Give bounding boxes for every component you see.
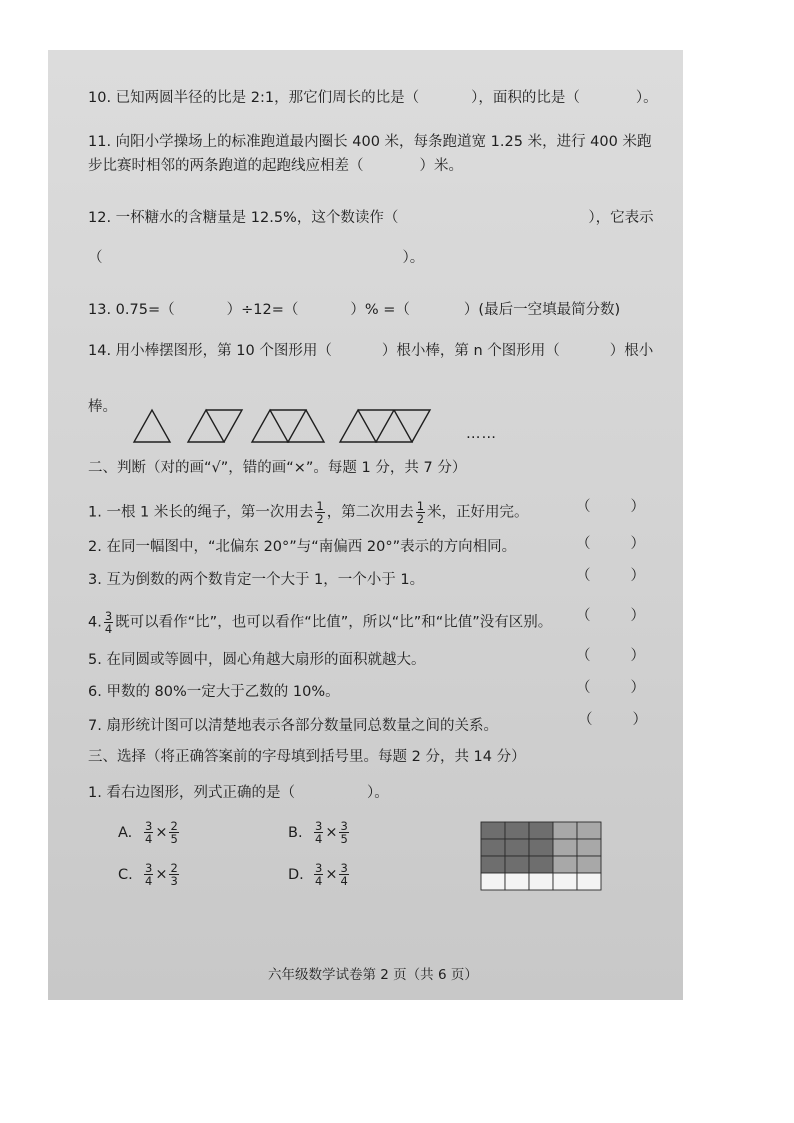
figure-1: [134, 410, 170, 442]
option-d[interactable]: D. $\frac{3}{4}$ × $\frac{3}{4}$: [288, 861, 348, 888]
figure-2-b: [206, 410, 242, 442]
choice-question-1: 1. 看右边图形，列式正确的是（ ）。: [88, 785, 389, 801]
answer-paren-6[interactable]: （ ）: [576, 680, 645, 696]
grid-cell: [577, 839, 601, 856]
answer-paren-2[interactable]: （ ）: [576, 536, 645, 552]
question-14-line1: 14. 用小棒摆图形，第 10 个图形用（ ）根小棒，第 n 个图形用（ ）根小: [88, 343, 654, 359]
option-a[interactable]: A. $\frac{3}{4}$ × $\frac{2}{5}$: [118, 819, 178, 846]
answer-paren-7[interactable]: （ ）: [578, 712, 647, 728]
grid-cell: [481, 873, 505, 890]
grid-cell: [577, 822, 601, 839]
judge-item-1: 1. 一根 1 米长的绳子，第一次用去 $\frac{1}{2}$ ，第二次用去 $\frac{1}{2}$ 米，正好用完。: [88, 499, 529, 526]
question-13: 13. 0.75=（ ）÷12=（ ）% =（ ）(最后一空填最简分数): [88, 302, 621, 318]
grid-cell: [529, 856, 553, 873]
grid-cell: [505, 839, 529, 856]
question-10: 10. 已知两圆半径的比是 2:1，那它们周长的比是（ ），面积的比是（ ）。: [88, 90, 658, 106]
judge-item-2: 2. 在同一幅图中，“北偏东 20°”与“南偏西 20°”表示的方向相同。: [88, 539, 517, 555]
question-11-line1: 11. 向阳小学操场上的标准跑道最内圈长 400 米，每条跑道宽 1.25 米，进行 400 米跑: [88, 134, 652, 150]
judge-item-5: 5. 在同圆或等圆中，圆心角越大扇形的面积就越大。: [88, 652, 426, 668]
answer-paren-1[interactable]: （ ）: [576, 499, 645, 515]
section-2-heading: 二、判断（对的画“√”，错的画“×”。每题 1 分，共 7 分）: [88, 460, 467, 476]
fraction-one-half: $\frac{1}{2}$: [316, 499, 324, 526]
judge-item-3: 3. 互为倒数的两个数肯定一个大于 1，一个小于 1。: [88, 572, 425, 588]
grid-cell: [553, 873, 577, 890]
answer-paren-3[interactable]: （ ）: [576, 568, 645, 584]
figure-3-a: [252, 410, 288, 442]
grid-cell: [529, 822, 553, 839]
exam-page: [48, 50, 683, 1000]
grid-cell: [553, 822, 577, 839]
figure-2-a: [188, 410, 224, 442]
figure-4-b: [358, 410, 430, 442]
grid-cell: [505, 873, 529, 890]
grid-cell: [505, 856, 529, 873]
shaded-grid-figure: [481, 820, 611, 900]
grid-cell: [481, 822, 505, 839]
grid-cell: [481, 839, 505, 856]
stick-triangle-figures: [128, 405, 448, 455]
grid-cell: [577, 856, 601, 873]
page-footer: 六年级数学试卷第 2 页（共 6 页）: [268, 967, 478, 983]
fraction-three-quarters: $\frac{3}{4}$: [104, 609, 113, 636]
fraction-one-half: $\frac{1}{2}$: [416, 499, 425, 526]
answer-paren-4[interactable]: （ ）: [576, 608, 645, 624]
judge-item-6: 6. 甲数的 80%一定大于乙数的 10%。: [88, 684, 340, 700]
grid-cell: [529, 873, 553, 890]
figure-3-b: [270, 410, 324, 442]
section-3-heading: 三、选择（将正确答案前的字母填到括号里。每题 2 分，共 14 分）: [88, 749, 526, 765]
question-14-line2: 棒。: [88, 399, 117, 415]
grid-cell: [529, 839, 553, 856]
grid-cell: [553, 839, 577, 856]
option-b[interactable]: B. $\frac{3}{4}$ × $\frac{3}{5}$: [288, 819, 348, 846]
judge-item-4: 4. $\frac{3}{4}$ 既可以看作“比”，也可以看作“比值”，所以“比”和“比值”没有区别。: [88, 609, 553, 636]
grid-cell: [553, 856, 577, 873]
judge-item-7: 7. 扇形统计图可以清楚地表示各部分数量同总数量之间的关系。: [88, 718, 498, 734]
grid-cell: [577, 873, 601, 890]
question-12-line2: （ ）。: [88, 250, 425, 266]
figure-4-a: [340, 410, 376, 442]
grid-cell: [481, 856, 505, 873]
answer-paren-5[interactable]: （ ）: [576, 648, 645, 664]
grid-cell: [505, 822, 529, 839]
question-11-line2: 步比赛时相邻的两条跑道的起跑线应相差（ ）米。: [88, 158, 463, 174]
option-c[interactable]: C. $\frac{3}{4}$ × $\frac{2}{3}$: [118, 861, 178, 888]
ellipsis: ……: [466, 426, 497, 442]
question-12-line1: 12. 一杯糖水的含糖量是 12.5%，这个数读作（ ），它表示: [88, 210, 654, 226]
